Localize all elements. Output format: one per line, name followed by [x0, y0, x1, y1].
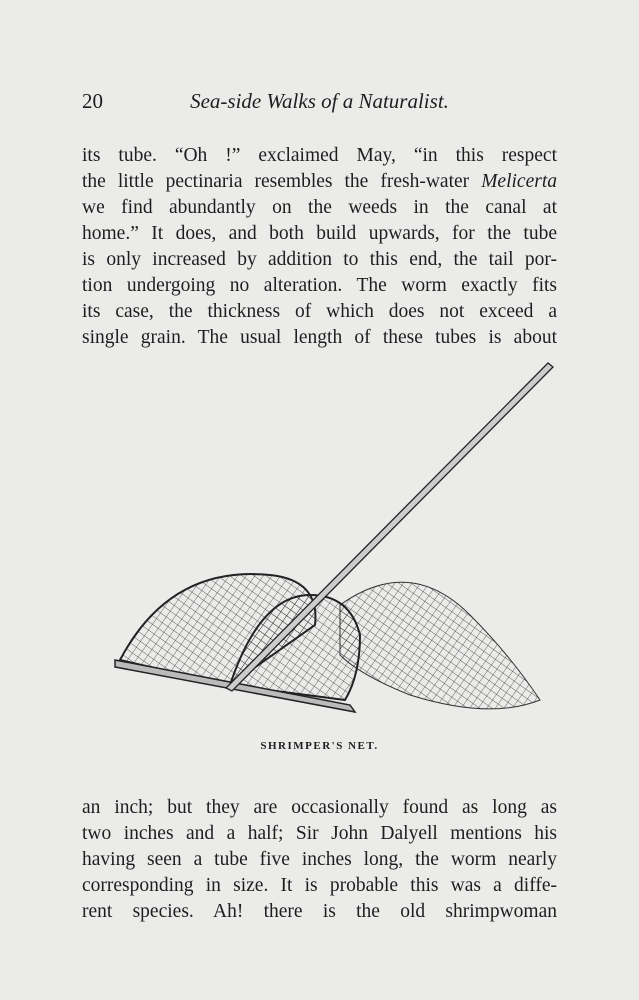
- text-line: corresponding in size. It is probable this was a diffe-: [82, 875, 557, 896]
- text-line: two inches and a half; Sir John Dalyell mentions his: [82, 823, 557, 844]
- text-line: an inch; but they are occasionally found as long as: [82, 797, 557, 818]
- page-number: 20: [82, 89, 103, 113]
- text-line: home.” It does, and both build upwards, for the tube: [82, 223, 557, 244]
- text-line: having seen a tube five inches long, the worm nearly: [82, 849, 557, 870]
- text-line: rent species. Ah! there is the old shrimpwoman: [82, 901, 557, 922]
- figure-caption: SHRIMPER'S NET.: [260, 740, 379, 752]
- text-line: its case, the thickness of which does not exceed a: [82, 301, 557, 322]
- italic-term: Melicerta: [481, 171, 557, 192]
- text-line: single grain. The usual length of these tubes is about: [82, 327, 557, 348]
- text-line: its tube. “Oh !” exclaimed May, “in this respect: [82, 145, 557, 166]
- running-title: Sea-side Walks of a Naturalist.: [190, 89, 449, 113]
- text-line: is only increased by addition to this end, the tail por-: [82, 249, 557, 270]
- running-header: [82, 89, 557, 119]
- text-line: we find abundantly on the weeds in the canal at: [82, 197, 557, 218]
- shrimpers-net-illustration: [110, 355, 560, 735]
- text-line: tion undergoing no alteration. The worm exactly fits: [82, 275, 557, 296]
- text-line: the little pectinaria resembles the fresh-water Melicerta: [82, 171, 557, 192]
